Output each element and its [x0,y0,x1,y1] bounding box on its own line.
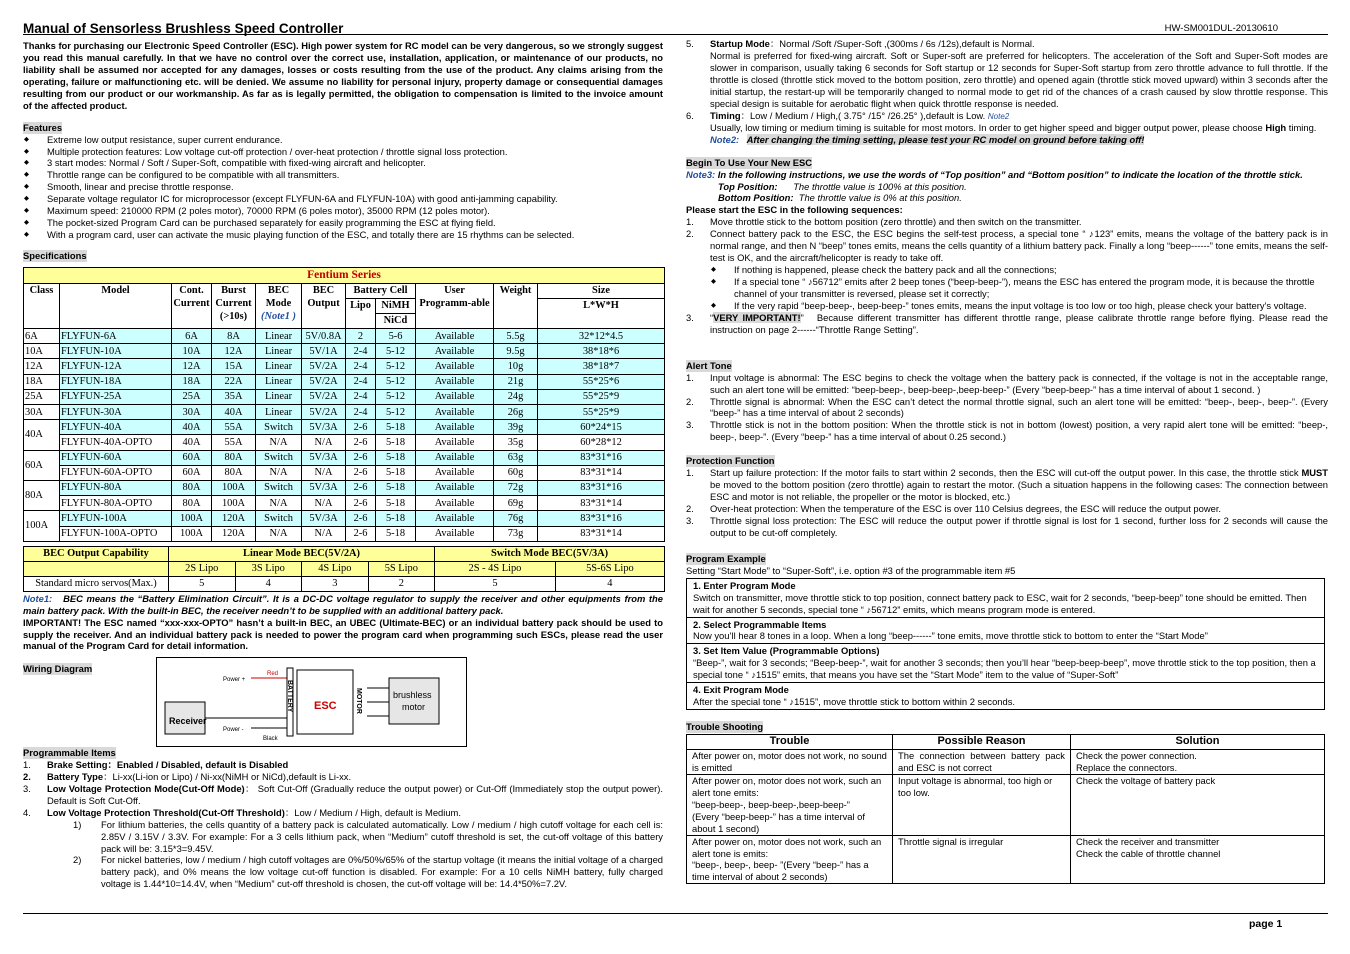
table-row [24,420,665,435]
table-cell: 60*24*15 [538,420,665,435]
example-heading: Program Example [686,552,766,564]
table-cell: FLYFUN-60A-OPTO [60,465,172,480]
table-cell: N/A [256,435,302,450]
table-row [24,344,665,359]
bec-linear-heading: Linear Mode BEC(5V/2A) [169,546,435,561]
table-cell: 69g [494,496,538,511]
table-cell: 35A [212,389,256,404]
th-model: Model [60,283,172,329]
protection-item: 1. Start up failure protection: If the motor fails to start within 2 seconds, then the ESC will cut-off the output power. In this case, the throttle stick MUST be moved to the bottom position (zero throttle) again to restart the motor. (Such a situation happens in the following cases: The connection between ESC and motor is not reliable, the propeller or the motor is blocked, etc.) [686,467,1328,503]
table-cell: FLYFUN-40A [60,420,172,435]
list-item: ◆ Extreme low output resistance, super current endurance. [23,134,663,146]
th-class: Class [24,283,60,329]
features-list [23,134,663,241]
th-bec-mode: BEC Mode (Note1 ) [256,283,302,329]
table-cell: 60g [494,465,538,480]
th-size: Size [538,283,665,298]
table-cell: Available [416,389,494,404]
begin-step-1: 1. Move throttle stick to the bottom position (zero throttle) and then switch on the transmitter. [686,216,1082,228]
table-cell: Available [416,435,494,450]
th-lipo: Lipo [346,298,376,328]
example-intro: Setting “Start Mode” to “Super-Soft”, i.e. option #3 of the programmable item #5 [686,564,1016,576]
cell-class: 25A [24,389,60,404]
important-note: IMPORTANT! The ESC named “xxx-xxx-OPTO” hasn’t a built-in BEC, an UBEC (Ultimate-BEC) or an individual battery pack should be used to supply the receiver. And an individual battery pack is needed to power the program card when programming such ESCs, please read the user manual of the Program Card for detail information. [23,616,663,652]
th-battery: Battery Cell [346,283,416,298]
table-cell: 2 [346,329,376,344]
program-example-table [686,578,1325,710]
table-cell: FLYFUN-18A [60,374,172,389]
red-label: Red [267,671,279,677]
table-cell: 30A [172,405,212,420]
table-cell: 80A [172,496,212,511]
table-cell: 18A [172,374,212,389]
table-cell: 10A [172,344,212,359]
table-cell: 100A [212,496,256,511]
list-item: ◆ With a program card, user can activate the music playing function of the ESC, and totally there are 15 rhythms can be selected. [23,229,663,241]
table-cell: 5-12 [376,405,416,420]
table-cell: 73g [494,526,538,541]
protection-item: 3. Throttle signal loss protection: The ESC will reduce the output power if throttle signal is lost for 1 second, further loss for 2 seconds will cause the output to be cut-off completely. [686,514,1328,538]
black-label: Black [263,736,278,742]
table-cell: Available [416,329,494,344]
table-cell: Linear [256,344,302,359]
table-cell: 5V/2A [302,359,346,374]
table-cell: 2-4 [346,389,376,404]
bec-col: 2S Lipo [169,561,236,576]
th-cont: Cont. Current [172,283,212,329]
cell-class: 10A [24,344,60,359]
battery-label: BATTERY [286,680,293,713]
trouble-table [686,734,1325,884]
table-caption: Fentium Series [24,267,665,283]
trouble-heading: Trouble Shooting [686,721,764,733]
table-cell: 100A [212,480,256,495]
table-cell: 2-4 [346,359,376,374]
table-cell: 5-12 [376,374,416,389]
table-cell: Linear [256,405,302,420]
prog-item-4: 4. Low Voltage Protection Threshold(Cut-Off Threshold)：Low / Medium / High, default is Medium. [23,806,461,818]
th-burst: Burst Current (>10s) [212,283,256,329]
list-item: ◆ If a special tone “ ♪56712” emits after 2 beep tones (“beep-beep-”), means the ESC has entered the program mode, it is because the throttle channel of your transmitter is reversed, please set it correctly; [710,276,1328,300]
table-row [24,389,665,404]
table-cell: 15A [212,359,256,374]
list-item: ◆ Throttle range can be configured to be compatible with all transmitters. [23,169,663,181]
table-cell: 5V/2A [302,405,346,420]
table-cell: 5V/3A [302,511,346,526]
th-weight: Weight [494,283,538,329]
table-cell: 5-18 [376,435,416,450]
table-cell: N/A [302,435,346,450]
table-row: After power on, motor does not work, no sound is emitted The connection between battery pack and ESC is not correct Check the power connection. Replace the connectors. [687,750,1325,775]
table-cell: 40A [172,420,212,435]
th-trouble: Trouble [687,735,893,750]
header [23,20,1328,35]
table-cell: FLYFUN-25A [60,389,172,404]
specifications-table [23,267,665,542]
th-reason: Possible Reason [893,735,1071,750]
motor-box-label: brushless [393,690,432,700]
table-cell: 76g [494,511,538,526]
table-cell: FLYFUN-40A-OPTO [60,435,172,450]
note3: Note3: In the following instructions, we use the words of “Top position” and “Bottom position” to indicate the location of the throttle stick. [686,168,1303,180]
bec-val: 3 [302,576,369,591]
table-cell: 38*18*6 [538,344,665,359]
cell-class: 6A [24,329,60,344]
table-cell: 2-6 [346,450,376,465]
bottom-position: Bottom Position: The throttle value is 0% at this position. [718,192,962,204]
table-row [24,480,665,495]
bec-val: 5 [435,576,556,591]
list-item: ◆ Multiple protection features: Low voltage cut-off protection / over-heat protection / throttle signal loss protection. [23,146,663,158]
wiring-heading: Wiring Diagram [23,663,93,675]
table-row: After power on, motor does not work, such an alert tone is emits: “beep-, beep-, beep- ”(Every “beep-” has a time interval of about 2 seconds) Throttle signal is irregular Check the receiver and transmitter Check the cable of throttle channel [687,835,1325,884]
th-solution: Solution [1071,735,1325,750]
note1: Note1: BEC means the “Battery Elimination Circuit”. It is a DC-DC voltage regulator to supply the receiver and other equipments from the main battery pack. With the built-in BEC, the receiver needn’t to be supplied with an additional battery pack. [23,592,663,616]
table-cell: 120A [212,526,256,541]
bec-col: 4S Lipo [302,561,369,576]
wiring-svg [157,658,466,746]
alert-heading: Alert Tone [686,359,732,371]
bec-table [23,546,665,592]
bec-col: 5S-6S Lipo [555,561,664,576]
features-heading: Features [23,121,63,133]
bec-val: 4 [235,576,302,591]
table-row [24,359,665,374]
table-cell: 60*28*12 [538,435,665,450]
right-column [686,38,1328,884]
table-row [24,374,665,389]
table-cell: Switch [256,420,302,435]
table-cell: Linear [256,389,302,404]
th-nicd: NiCd [376,313,416,328]
table-cell: Available [416,511,494,526]
table-cell: Available [416,526,494,541]
table-row [24,435,665,450]
prog-item-2: 2. Battery Type：Li-xx(Li-ion or Lipo) / Ni-xx(NiMH or NiCd),default is Li-xx. [23,770,352,782]
table-cell: FLYFUN-10A [60,344,172,359]
alert-item: 2. Throttle signal is abnormal: When the ESC can’t detect the normal throttle signal, such an alert tone will be emitted: “beep-, beep-, beep-”. (Every “beep-” has a time interval of about 2 seconds) [686,395,1328,419]
esc-label: ESC [314,700,337,712]
begin-heading: Begin To Use Your New ESC [686,156,813,168]
prog-item-3: 3. Low Voltage Protection Mode(Cut-Off Mode)： Soft Cut-Off (Gradually reduce the output power) or Cut-Off (Immediately stop the output power). Default is Soft Cut-Off. [23,782,663,806]
bec-col: 5S Lipo [368,561,435,576]
example-step: 3. Set Item Value (Programmable Options) “Beep-”, wait for 3 seconds; “Beep-beep-”, wait for another 3 seconds; then you’ll hear “beep-beep-beep”, move throttle stick to the top position, then a special tone “ ♪1515” emits, that means you have set the “Start Mode” item to the value of “Super-Soft” [687,644,1325,683]
table-cell: N/A [256,465,302,480]
table-cell: 83*31*14 [538,526,665,541]
prog-item-5: 5. Startup Mode：Normal /Soft /Super-Soft ,(300ms / 6s /12s),default is Normal. Normal is preferred for fixed-wing aircraft. Soft or Super-soft are preferred for helicopters. The acceleration of the Soft and Super-Soft modes are slower in comparison, usually taking 6 seconds for Soft startup or 12 seconds for Super-Soft startup from zero throttle advance to full throttle. If the throttle is closed (throttle stick moved to the bottom position, zero throttle) and opened again (throttle stick moved upward) within 3 seconds after the initial startup, the restart-up will be temporarily changed to normal mode to get rid of the chances of a crash caused by slow throttle response. This special design is suitable for aerobatic flight when quick throttle response is needed. [686,38,1328,109]
example-step: 2. Select Programmable Items Now you’ll hear 8 tones in a loop. When a long “beep------” tone emits, move throttle stick to bottom to enter the “Start Mode” [687,617,1325,644]
cell-class: 40A [24,420,60,450]
table-row [24,465,665,480]
table-cell: 25A [172,389,212,404]
receiver-label: Receiver [169,716,207,726]
sequence-intro: Please start the ESC in the following sequences: [686,204,903,216]
cell-class: 80A [24,480,60,510]
table-cell: N/A [302,465,346,480]
table-cell: Available [416,359,494,374]
page-number: page 1 [1249,918,1283,930]
table-cell: 40A [212,405,256,420]
cell-class: 30A [24,405,60,420]
table-cell: Available [416,496,494,511]
footer-rule [23,913,1328,914]
prog-sub-1: 1) For lithium batteries, the cells quantity of a battery pack is calculated automatically. Low / medium / high cutoff voltage for each cell is: 2.85V / 3.15V / 3.3V. For example: For a 3 cells lithium pack, when “Medium” cutoff threshold is set, the cut-off voltage of this battery pack will be: 3.15*3=9.45V. [73,818,663,854]
page-title: Manual of Sensorless Brushless Speed Controller [23,21,344,36]
table-cell: 2-6 [346,420,376,435]
table-cell: 6A [172,329,212,344]
power-minus-label: Power - [223,727,244,733]
table-cell: 5-18 [376,511,416,526]
motor-label: MOTOR [355,688,362,714]
table-cell: FLYFUN-80A [60,480,172,495]
table-cell: 12A [172,359,212,374]
alert-item: 1. Input voltage is abnormal: The ESC begins to check the voltage when the battery pack is connected, if the voltage is not in the acceptable range, such an alert tone will be emitted: “beep-beep-, beep-beep-,beep-beep-” (Every “beep-beep-” has a time interval of about 1 second. ) [686,371,1328,395]
table-cell: Available [416,465,494,480]
specifications-heading: Specifications [23,250,87,261]
table-cell: Linear [256,329,302,344]
begin-bullets [686,264,1328,312]
table-cell: 55*25*9 [538,405,665,420]
table-cell: 80A [172,480,212,495]
table-cell: 83*31*16 [538,511,665,526]
table-cell: N/A [256,526,302,541]
bec-val: 4 [555,576,664,591]
table-cell: 24g [494,389,538,404]
table-cell: 83*31*14 [538,465,665,480]
table-cell: FLYFUN-30A [60,405,172,420]
bec-val: 5 [169,576,236,591]
cell-class: 60A [24,450,60,480]
table-cell: 5-18 [376,420,416,435]
table-cell: 5-18 [376,465,416,480]
bec-col: 3S Lipo [235,561,302,576]
table-cell: 55*25*9 [538,389,665,404]
table-cell: Switch [256,511,302,526]
table-cell: 40A [172,435,212,450]
table-cell: 55*25*6 [538,374,665,389]
table-cell: FLYFUN-60A [60,450,172,465]
table-row [24,496,665,511]
protection-heading: Protection Function [686,455,775,467]
table-cell: Available [416,450,494,465]
table-cell: 83*31*16 [538,450,665,465]
table-cell: 39g [494,420,538,435]
table-cell: Switch [256,480,302,495]
power-plus-label: Power + [223,677,246,683]
table-cell: 5V/3A [302,480,346,495]
table-cell: 55A [212,435,256,450]
table-cell: 5.5g [494,329,538,344]
wiring-diagram [156,657,467,747]
table-cell: FLYFUN-100A [60,511,172,526]
table-cell: 2-4 [346,405,376,420]
table-cell: 2-6 [346,511,376,526]
th-nimh: NiMH [376,298,416,313]
table-cell: 63g [494,450,538,465]
table-cell: Available [416,420,494,435]
table-cell: 2-4 [346,374,376,389]
list-item: ◆ Maximum speed: 210000 RPM (2 poles motor), 70000 RPM (6 poles motor), 35000 RPM (12 poles motor). [23,205,663,217]
table-cell: 5-12 [376,359,416,374]
begin-step-3: 3. “VERY IMPORTANT!” Because different transmitter has different throttle range, please calibrate throttle range before flying. Please read the instruction on page 2------“Throttle Range Setting”. [686,311,1329,335]
table-cell: 32*12*4.5 [538,329,665,344]
list-item: ◆ 3 start modes: Normal / Soft / Super-Soft, compatible with fixed-wing aircraft and helicopter. [23,157,663,169]
list-item: ◆ Separate voltage regulator IC for microprocessor (except FLYFUN-6A and FLYFUN-10A) with good anti-jamming capability. [23,193,663,205]
table-cell: 5-12 [376,389,416,404]
motor-box-label: motor [402,702,426,712]
table-cell: 5-18 [376,496,416,511]
table-cell: Switch [256,450,302,465]
bec-title: BEC Output Capability [24,546,169,561]
example-step: 4. Exit Program Mode After the special tone “ ♪1515”, move throttle stick to bottom within 2 seconds. [687,683,1325,710]
protection-item: 2. Over-heat protection: When the temperature of the ESC is over 110 Celsius degrees, the ESC will reduce the output power. [686,503,1222,515]
begin-step-2: 2. Connect battery pack to the ESC, the ESC begins the self-test process, a special tone “ ♪123” emits, means the voltage of the battery pack is in normal range, and then N “beep” tones emits, means the cells quantity of a lithium battery pack. Finally a long “beep------” tone emits, means the self-test is OK, and the aircraft/helicopter is ready to take off. [686,228,1328,264]
table-row [24,511,665,526]
cell-class: 18A [24,374,60,389]
table-cell: Linear [256,374,302,389]
th-user: User Programm-able [416,283,494,329]
table-cell: 5-12 [376,344,416,359]
table-cell: 21g [494,374,538,389]
th-size-dims: L*W*H [538,298,665,328]
list-item: ◆ If the very rapid “beep-beep-, beep-beep-” tones emits, means the input voltage is too low or too high, please check your battery’s voltage. [710,300,1328,312]
table-cell: 2-6 [346,496,376,511]
table-cell: 83*31*16 [538,480,665,495]
cell-class: 100A [24,511,60,541]
list-item: ◆ The pocket-sized Program Card can be purchased separately for easily programming the ESC at flying field. [23,217,663,229]
table-cell: 5V/3A [302,450,346,465]
table-cell: N/A [302,526,346,541]
programmable-heading: Programmable Items [23,747,116,758]
table-cell: 5-6 [376,329,416,344]
table-row: After power on, motor does not work, such an alert tone emits: “beep-beep-, beep-beep-,beep-beep-” (Every “beep-beep-” has a time interval of about 1 second) Input voltage is abnormal, too high or too low. Check the voltage of battery pack [687,774,1325,835]
table-cell: 55A [212,420,256,435]
table-cell: 100A [172,511,212,526]
table-cell: Linear [256,359,302,374]
table-cell: Available [416,480,494,495]
table-cell: 80A [212,450,256,465]
table-cell: 5V/2A [302,389,346,404]
table-cell: 2-4 [346,344,376,359]
table-cell: 22A [212,374,256,389]
table-cell: 5V/0.8A [302,329,346,344]
table-cell: Available [416,405,494,420]
prog-item-1: 1. Brake Setting：Enabled / Disabled, default is Disabled [23,758,289,770]
list-item: ◆ If nothing is happened, please check the battery pack and all the connections; [710,264,1328,276]
table-cell: 5-18 [376,450,416,465]
bec-switch-heading: Switch Mode BEC(5V/3A) [435,546,665,561]
table-cell: 12A [212,344,256,359]
table-cell: 5V/2A [302,374,346,389]
bec-val: 2 [368,576,435,591]
table-cell: 120A [212,511,256,526]
th-bec-output: BEC Output [302,283,346,329]
table-cell: 60A [172,450,212,465]
table-row [24,450,665,465]
intro-paragraph: Thanks for purchasing our Electronic Speed Controller (ESC). High power system for RC model can be very dangerous, so we strongly suggest you read this manual carefully. In that we have no control over the correct use, installation, application, or maintenance of our products, no liability shall be assumed nor accepted for any damages, losses or costs resulting from the use of the product. Any claims arising from the operating, failure or malfunctioning etc. will be denied. We assume no liability for personal injury, property damage or consequential damages resulting from our product or our workmanship. As far as is legally permitted, the obligation to compensation is limited to the invoice amount of the affected product. [23,40,663,111]
cell-class: 12A [24,359,60,374]
table-cell: FLYFUN-80A-OPTO [60,496,172,511]
table-cell: FLYFUN-100A-OPTO [60,526,172,541]
doc-code: HW-SM001DUL-20130610 [1164,23,1278,34]
table-cell: 35g [494,435,538,450]
prog-item-6: 6. Timing：Low / Medium / High,( 3.75° /15° /26.25° ),default is Low. Note2 Usually, low timing or medium timing is suitable for most motors. In order to get higher speed and bigger output power, please choose High timing. Note2: After changing the timing setting, please test your RC model on ground before taking off! [686,109,1317,145]
top-position: Top Position: The throttle value is 100% at this position. [718,180,967,192]
table-row [24,405,665,420]
table-cell: 5-18 [376,480,416,495]
table-cell: 10g [494,359,538,374]
table-cell: 5V/1A [302,344,346,359]
table-cell: 26g [494,405,538,420]
alert-item: 3. Throttle stick is not in the bottom position: When the throttle stick is not in bottom (lowest) position, a very rapid alert tone will be emitted: “beep-, beep-, beep-”. (Every “beep-” has a time interval of about 0.25 second.) [686,419,1328,443]
table-cell: FLYFUN-12A [60,359,172,374]
table-cell: 38*18*7 [538,359,665,374]
table-cell: 2-6 [346,480,376,495]
table-cell: N/A [256,496,302,511]
table-cell: 100A [172,526,212,541]
table-cell: 80A [212,465,256,480]
table-cell: N/A [302,496,346,511]
table-row [24,526,665,541]
table-cell: FLYFUN-6A [60,329,172,344]
table-cell: 83*31*14 [538,496,665,511]
bec-row-label: Standard micro servos(Max.) [24,576,169,591]
table-cell: 9.5g [494,344,538,359]
list-item: ◆ Smooth, linear and precise throttle response. [23,181,663,193]
table-cell: 60A [172,465,212,480]
left-column [23,40,663,675]
motor-box [389,678,439,724]
bec-blank-cell [24,561,169,576]
programmable-items [23,738,663,890]
table-cell: 2-6 [346,526,376,541]
table-cell: 2-6 [346,435,376,450]
table-cell: Available [416,374,494,389]
table-row [24,329,665,344]
table-cell: Available [416,344,494,359]
bec-col: 2S - 4S Lipo [435,561,556,576]
example-step: 1. Enter Program Mode Switch on transmitter, move throttle stick to top position, connect battery pack to ESC, wait for 2 seconds, “beep-beep” tone should be emitted. Then wait for another 5 seconds, special tone “ ♪56712” emits, which means program mode is entered. [687,578,1325,617]
table-cell: 5V/3A [302,420,346,435]
table-cell: 72g [494,480,538,495]
prog-sub-2: 2) For nickel batteries, low / medium / high cutoff voltages are 0%/50%/65% of the startup voltage (it means the initial voltage of a charged battery pack), and 0% means the low voltage cut-off function is disabled. For example: For a 10 cells NiMH battery, fully charged voltage is 1.44*10=14.4V, when “Medium” cut-off threshold is chosen, the cut-off voltage will be: 14.4*50%=7.2V. [73,854,663,890]
table-cell: 5-18 [376,526,416,541]
table-cell: 2-6 [346,465,376,480]
table-cell: 8A [212,329,256,344]
